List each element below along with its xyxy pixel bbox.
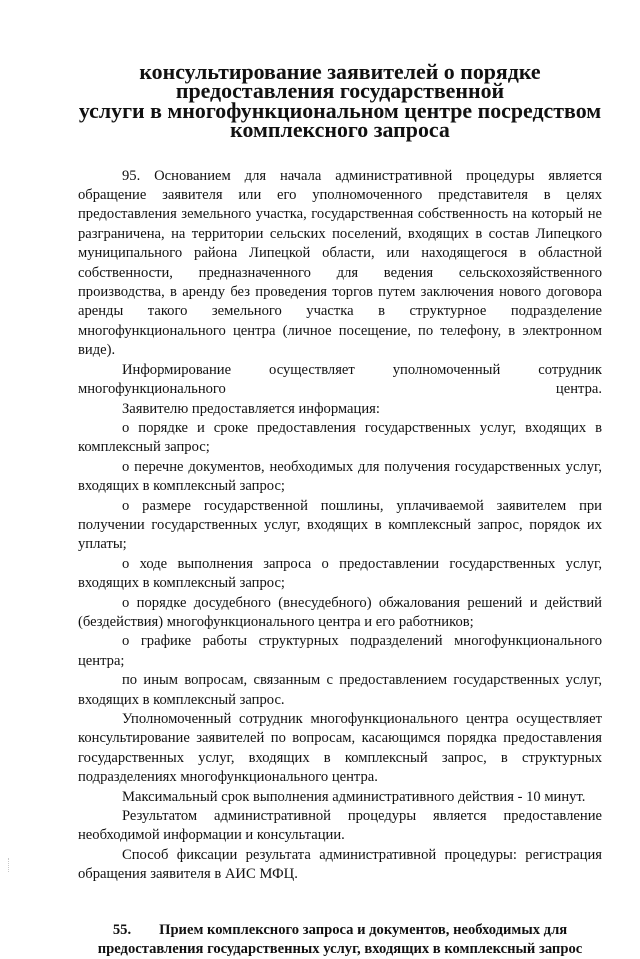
section-heading-line-1 — [78, 921, 602, 940]
section-title-line-1: Прием комплексного запроса и документов, необходимых для — [159, 921, 568, 938]
list-item-request-progress: о ходе выполнения запроса о предоставлении государственных услуг, входящих в комплексный запрос; — [78, 555, 602, 592]
scan-margin-mark — [8, 858, 10, 872]
list-item-appeal: о порядке досудебного (внесудебного) обжалования решений и действий (бездействия) многофункционального центра и его работников; — [78, 594, 602, 630]
list-item-schedule: о графике работы структурных подразделений многофункционального центра; — [78, 633, 602, 669]
document-page — [78, 59, 602, 959]
paragraph-result: Результатом административной процедуры является предоставление необходимой информации и консультации. — [78, 808, 602, 844]
subsection-heading — [78, 59, 602, 143]
subsection-heading-line-2: услуги в многофункциональном центре посредством комплексного запроса — [78, 97, 602, 143]
list-item-state-fee: о размере государственной пошлины, уплачиваемой заявителем при получении государственных услуг, входящих в комплексный запрос, порядок их уплаты; — [78, 497, 602, 553]
list-item-procedure-terms: о порядке и сроке предоставления государственных услуг, входящих в комплексный запрос; — [78, 419, 602, 456]
section-heading-55 — [78, 921, 602, 959]
paragraph-consulting: Уполномоченный сотрудник многофункционального центра осуществляет консультирование заявителей по вопросам, касающимся порядка предоставления государственных услуг, входящих в комплексный запрос, в структурных подразделениях многофункционального центра. — [78, 711, 602, 786]
paragraph-max-duration: Максимальный срок выполнения административного действия - 10 минут. — [122, 788, 586, 805]
list-item-documents: о перечне документов, необходимых для получения государственных услуг, входящих в комплексный запрос; — [78, 458, 602, 495]
section-title-line-2: предоставления государственных услуг, входящих в комплексный запрос — [97, 941, 583, 958]
paragraph-95-basis: 95. Основанием для начала административной процедуры является обращение заявителя или его уполномоченного представителя в целях предоставления земельного участка, государственная собственность на который не разграничена, на территории сельских поселений, входящих в состав Липецкого муниципального района Липецкой области, или находящегося в областной собственности, предназначенного для ведения сельскохозяйственного производства, в аренду без проведения торгов путем заключения нового договора аренды такого земельного участка в структурное подразделение многофункционального центра (личное посещение, по телефону, в электронном виде). — [78, 167, 602, 359]
paragraph-info-provided: Заявителю предоставляется информация: — [122, 400, 380, 417]
section-number: 55. — [112, 921, 132, 938]
list-item-other-questions: по иным вопросам, связанным с предоставлением государственных услуг, входящих в комплексный запрос. — [78, 672, 602, 708]
paragraph-informing: Информирование осуществляет уполномоченный сотрудник многофункционального центра. — [78, 361, 602, 398]
paragraph-fixation-method: Способ фиксации результата административной процедуры: регистрация обращения заявителя в АИС МФЦ. — [78, 846, 602, 883]
subsection-heading-line-1: консультирование заявителей о порядке предоставления государственной — [139, 59, 541, 104]
